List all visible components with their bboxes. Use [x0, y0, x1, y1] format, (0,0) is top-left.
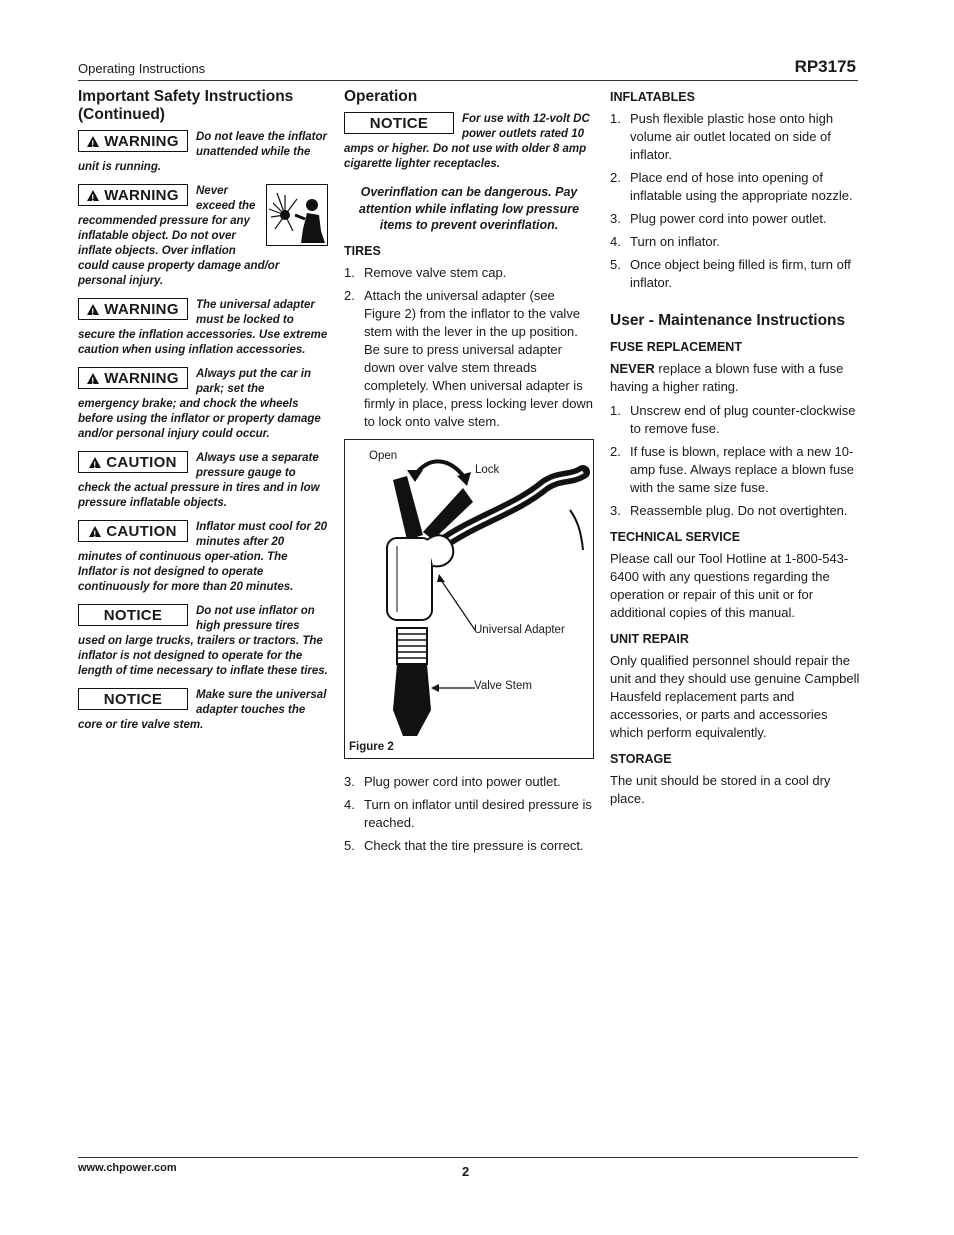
tires-steps-b: [344, 773, 594, 855]
notice-block-2: NOTICE Make sure the universal adapter touches the core or tire valve stem.: [78, 689, 327, 731]
list-item: 1. Remove valve stem cap.: [344, 264, 507, 280]
list-item: 5. Check that the tire pressure is correct.: [344, 837, 584, 853]
figure-caption: Figure 2: [349, 740, 394, 753]
warning-triangle-icon: [87, 304, 99, 315]
warning-label: ! WARNING: [78, 130, 188, 152]
fuse-steps: [610, 402, 860, 520]
safety-title: Important Safety Instructions (Continued): [78, 88, 294, 123]
warning-triangle-icon: [87, 136, 99, 147]
warning-triangle-icon: [87, 190, 99, 201]
list-item: 2. Attach the universal adapter (see Figure 2) from the inflator to the valve stem with the lever in the up position. Be sure to press universal adapter down over valve stem threads completely. When universal adapter is firmly in place, press locking lever down to lock onto valve stem.: [344, 287, 594, 429]
storage-heading: STORAGE: [610, 752, 672, 766]
model-number: RP3175: [794, 57, 856, 76]
warning-label: ! WARNING: [78, 367, 188, 389]
open-label: Open: [369, 449, 398, 462]
list-item: 2. If fuse is blown, replace with a new 10-amp fuse. Always replace a blown fuse with the same size fuse.: [610, 444, 855, 495]
technical-service-heading: TECHNICAL SERVICE: [610, 530, 741, 544]
caution-block-2: ! CAUTION Inflator must cool for 20 minutes after 20 minutes of continuous oper-ation. The Inflator is not designed to operate continuously for more than 20 minutes.: [78, 520, 328, 595]
list-item: 2. Place end of hose into opening of inflatable using the appropriate nozzle.: [610, 170, 853, 203]
warning-triangle-icon: [87, 373, 99, 384]
unit-repair-text: Only qualified personnel should repair the unit and they should use genuine Campbell Hausfeld replacement parts and accessories, or parts and accessories which perform equivalently.: [610, 653, 860, 740]
warning-label: ! WARNING: [78, 184, 188, 206]
notice-label: NOTICE: [78, 604, 188, 626]
universal-adapter-label: Universal Adapter: [474, 623, 565, 636]
operation-title: Operation: [344, 88, 418, 105]
list-item: 3. Reassemble plug. Do not overtighten.: [610, 503, 848, 518]
storage-text: The unit should be stored in a cool dry place.: [610, 773, 831, 806]
list-item: 4. Turn on inflator.: [610, 234, 720, 249]
warning-block-2: ! WARNING Never exceed the recommended pressure for any inflatable object. Do not over inflate objects. Over inflation could cause property damage and/or personal injury.: [78, 184, 328, 289]
website-link[interactable]: www.chpower.com: [78, 1162, 177, 1174]
explosion-hazard-icon: [266, 184, 328, 246]
power-outlet-notice: NOTICE For use with 12-volt DC power outlets rated 10 amps or higher. Do not use with older 8 amp cigarette lighter receptacles.: [344, 113, 590, 170]
inflatables-steps: [610, 110, 860, 292]
inflatables-heading: INFLATABLES: [610, 90, 695, 104]
tires-heading: TIRES: [344, 243, 381, 258]
figure-2: [344, 439, 594, 759]
list-item: 5. Once object being filled is firm, turn off inflator.: [610, 257, 851, 290]
header-rule: [78, 80, 858, 81]
adapter-illustration: [345, 440, 593, 758]
unit-repair-heading: UNIT REPAIR: [610, 632, 689, 646]
warning-block-4: ! WARNING Always put the car in park; set the emergency brake; and chock the wheels before using the inflator or property damage and/or personal injury could occur.: [78, 367, 328, 442]
notice-label: NOTICE: [78, 688, 188, 710]
header-section: Operating Instructions: [78, 61, 206, 76]
caution-triangle-icon: [89, 526, 101, 537]
maintenance-title: User - Maintenance Instructions: [610, 312, 846, 329]
list-item: 3. Plug power cord into power outlet.: [610, 211, 827, 226]
notice-label: NOTICE: [344, 112, 454, 134]
warning-block-1: ! WARNING Do not leave the inflator unattended while the unit is running.: [78, 130, 328, 175]
fuse-intro: NEVER replace a blown fuse with a fuse having a higher rating.: [610, 361, 844, 394]
valve-stem-label: Valve Stem: [474, 679, 532, 692]
overinflation-warning: Overinflation can be dangerous. Pay attention while inflating low pressure items to prevent overinflation.: [358, 185, 580, 232]
caution-triangle-icon: [89, 457, 101, 468]
caution-block-1: ! CAUTION Always use a separate pressure gauge to check the actual pressure in tires and in low pressure inflatable objects.: [78, 451, 328, 511]
operation-column: [344, 88, 594, 860]
lock-label: Lock: [475, 463, 500, 476]
list-item: 1. Push flexible plastic hose onto high volume air outlet located on side of inflator.: [610, 111, 834, 162]
caution-label: ! CAUTION: [78, 520, 188, 542]
tires-steps-a: [344, 264, 594, 431]
warning-block-3: ! WARNING The universal adapter must be locked to secure the inflation accessories. Use extreme caution when using inflation accessories.: [78, 298, 328, 358]
list-item: 3. Plug power cord into power outlet.: [344, 773, 561, 789]
safety-column: [78, 88, 328, 742]
fuse-heading: FUSE REPLACEMENT: [610, 340, 742, 354]
warning-label: ! WARNING: [78, 298, 188, 320]
page-number: 2: [462, 1164, 470, 1179]
notice-block-1: NOTICE Do not use inflator on high pressure tires used on large trucks, trailers or tractors. The inflator is not designed to operate for the length of time necessary to inflate these tires.: [78, 605, 328, 677]
technical-service-text: Please call our Tool Hotline at 1-800-543-6400 with any questions regarding the operation or repair of this unit or for additional copies of this manual.: [610, 551, 849, 620]
inflatables-maintenance-column: [610, 88, 860, 814]
list-item: 4. Turn on inflator until desired pressure is reached.: [344, 796, 592, 830]
list-item: 1. Unscrew end of plug counter-clockwise to remove fuse.: [610, 403, 856, 436]
footer-rule: [78, 1157, 858, 1158]
caution-label: ! CAUTION: [78, 451, 188, 473]
